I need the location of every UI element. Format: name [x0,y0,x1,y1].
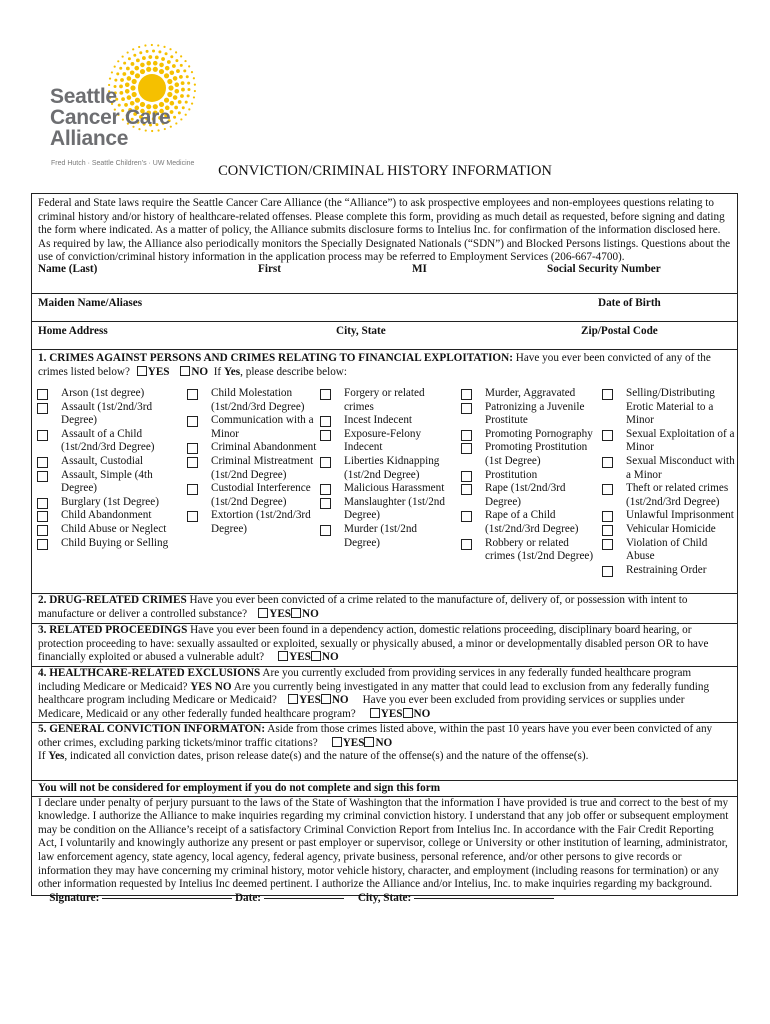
crime-label: Patronizing a Juvenile Prostitute [485,400,585,427]
section-3 [32,623,737,666]
crime-label: Criminal Mistreatment (1st/2nd Degree) [211,454,314,481]
section-2-heading: 2. DRUG-RELATED CRIMES [38,594,187,606]
section-4-q3-no-checkbox[interactable] [403,708,413,718]
section-4-yesno-inline: YES NO [190,680,232,693]
crime-label: Extortion (1st/2nd/3rd Degree) [211,509,311,535]
city-state-label: City, State [336,325,386,337]
crime-checkbox[interactable] [320,416,331,427]
intro-paragraph: Federal and State laws require the Seattle Cancer Care Alliance (the “Alliance”) to ask prospective employees and non-employees questions relating to criminal history and/or history of healthcare-related offenses. Please complete this form, providing as much detail as requested, before signing and dating the form where indicated. As a matter of policy, the Alliance submits disclosure forms to Intelius Inc. for confirmation of the information disclosed here. As required by law, the Alliance also periodically monitors the Specially Designated Nationals (“SDN”) and Blocked Persons listings. Questions about the use of conviction/criminal history information in the application process may be referred to Employment Services (206-667-4700). [38,197,731,264]
section-1-no-checkbox[interactable] [180,366,190,376]
date-line[interactable] [264,898,344,899]
crime-label: Criminal Abandonment [211,441,317,454]
section-2-no-checkbox[interactable] [291,608,301,618]
declaration-text: I declare under penalty of perjury pursuant to the laws of the State of Washington that the information I have provided is true and correct to the best of my knowledge. I authorize the Alliance to make inquiries regarding my criminal conviction history. I understand that any job offer or subsequent employment may be condition on the Alliance’s receipt of a satisfactory Criminal Conviction Report from Intelius Inc. In accordance with the Fair Credit Reporting Act, I voluntarily and knowingly authorize any present or past employer or supervisor, college or University or other institution of learning, administrator, law enforcement agency, state agency, local agency, federal agency, private business, personal reference, and/or other persons to give records or information they may have concerning my criminal history, motor vehicle history, character, and employment (including reasons for termination) or any other information requested by Intelius Inc deemed pertinent. I authorize the Alliance and/or Intelius, Inc. to make inquiries regarding my background. [38,796,729,891]
maiden-row [32,293,737,321]
crime-label: Assault (1st/2nd/3rd Degree) [61,400,153,427]
crime-item [37,401,182,428]
crime-item [187,455,317,482]
crime-item [37,387,182,401]
crime-column-2 [187,387,317,537]
crime-label: Murder, Aggravated [485,387,576,399]
crime-checkbox[interactable] [461,389,472,400]
crime-checkbox[interactable] [37,539,48,550]
crime-label: Liberties Kidnapping (1st/2nd Degree) [344,454,440,481]
crime-checkbox[interactable] [602,430,613,441]
section-1-question [32,349,737,382]
crime-item [187,482,317,509]
section-2 [32,593,737,623]
crime-column-4 [461,387,597,564]
crime-item [320,428,455,455]
address-row [32,321,737,349]
section-3-no-checkbox[interactable] [311,651,321,661]
section-4-q2-yes-checkbox[interactable] [288,694,298,704]
crime-label: Burglary (1st Degree) [61,495,159,508]
crime-item [461,387,597,401]
crime-item [320,496,455,523]
logo-tagline: Fred Hutch · Seattle Children’s · UW Medicine [51,160,195,167]
crime-item [187,387,317,414]
section-3-text: Have you ever been found in a dependency action, domestic relations proceeding, disciplinary board hearing, or protection proceeding to have: sexually assaulted or exploited, sexually or physically abused, a minor or developmentally disabled person OR to have financially exploited or abused a vulnerable adult? [38,624,709,664]
section-5 [32,722,737,780]
crime-checkbox[interactable] [320,430,331,441]
city-state-line[interactable] [414,898,554,899]
section-4-q3-no-label: NO [413,707,431,720]
crime-item [461,537,597,564]
crime-checkbox[interactable] [37,525,48,536]
section-5-yes-checkbox[interactable] [332,737,342,747]
ssn-label: Social Security Number [547,263,661,275]
section-5-heading: 5. GENERAL CONVICTION INFORMATON: [38,723,266,735]
section-2-yes-checkbox[interactable] [258,608,268,618]
name-last-label: Name (Last) [38,263,98,275]
logo [48,42,198,172]
crime-item [602,428,736,455]
crime-item [602,482,736,509]
section-4-text-2: Are you currently being investigated in any matter that could lead to exclusion from any federally funding healthcare program including Medicare or Medicaid? [38,680,710,707]
section-1-if-yes: Yes [223,365,241,378]
crime-label: Promoting Prostitution (1st Degree) [485,441,588,467]
crime-label: Rape of a Child (1st/2nd/3rd Degree) [485,509,579,535]
crime-item [37,496,182,510]
crime-label: Murder (1st/2nd Degree) [344,522,418,549]
section-1-if-suffix: , please describe below: [240,365,347,378]
crime-checkbox[interactable] [187,389,198,400]
crime-item [320,482,455,496]
crime-label: Promoting Pornography [485,427,593,440]
crime-label: Child Abuse or Neglect [61,522,167,535]
date-label: Date: [234,891,262,904]
section-4-text-3: Have you ever been excluded from providing services or supplies under Medicare, Medicaid or any other federally funded healthcare program? [38,694,685,720]
crime-checkbox[interactable] [320,457,331,468]
section-4-q3-yes-checkbox[interactable] [370,708,380,718]
crime-checklist [32,387,737,593]
crime-label: Child Abandonment [61,509,152,522]
crime-label: Child Buying or Selling [61,536,169,549]
crime-checkbox[interactable] [320,389,331,400]
crime-label: Arson (1st degree) [61,387,145,399]
crime-checkbox[interactable] [602,539,613,550]
crime-checkbox[interactable] [37,498,48,509]
crime-checkbox[interactable] [187,443,198,454]
crime-checkbox[interactable] [602,566,613,577]
crime-label: Prostitution [485,468,538,481]
crime-column-5 [602,387,736,577]
crime-label: Restraining Order [626,563,707,576]
section-4-heading: 4. HEALTHCARE-RELATED EXCLUSIONS [38,667,261,679]
crime-item [461,469,597,483]
crime-item [602,387,736,428]
section-1-question-text: Have you ever been convicted of any of the crimes listed below? [38,352,711,378]
logo-wordmark [50,86,170,149]
crime-column-3 [320,387,455,550]
crime-item [461,401,597,428]
crime-item [602,509,736,523]
mi-label: MI [412,263,427,275]
crime-label: Communication with a Minor [211,414,314,440]
crime-item [37,455,182,469]
crime-checkbox[interactable] [320,484,331,495]
crime-label: Vehicular Homicide [626,522,716,535]
crime-label: Theft or related crimes (1st/2nd/3rd Degree) [626,482,729,508]
crime-checkbox[interactable] [187,416,198,427]
crime-checkbox[interactable] [461,539,472,550]
section-5-yes-label: YES [342,736,365,749]
declaration-heading: You will not be considered for employment if you do not complete and sign this form [32,781,737,797]
crime-label: Custodial Interference (1st/2nd Degree) [211,482,311,508]
crime-checkbox[interactable] [37,430,48,441]
signature-label: Signature: [49,891,100,904]
crime-checkbox[interactable] [320,498,331,509]
crime-column-1 [37,387,182,550]
crime-label: Manslaughter (1st/2nd Degree) [344,495,445,522]
crime-checkbox[interactable] [320,525,331,536]
crime-item [37,537,182,551]
crime-label: Unlawful Imprisonment [626,509,734,522]
crime-item [602,564,736,578]
crime-label: Rape (1st/2nd/3rd Degree) [485,482,566,508]
logo-line-3: Alliance [50,127,129,150]
crime-checkbox[interactable] [461,443,472,454]
crime-item [37,509,182,523]
crime-item [37,523,182,537]
crime-checkbox[interactable] [461,484,472,495]
section-5-no-label: NO [375,736,393,749]
zip-label: Zip/Postal Code [581,325,658,337]
section-4-q2-yes-label: YES [299,694,321,707]
section-5-text: Aside from those crimes listed above, within the past 10 years have you ever been convicted of any other crimes, excluding parking tickets/minor traffic citations? [38,723,713,749]
section-4 [32,666,737,722]
crime-checkbox[interactable] [37,457,48,468]
crime-item [320,387,455,414]
crime-label: Selling/Distributing Erotic Material to a Minor [626,387,715,427]
crime-item [461,509,597,536]
crime-item [602,537,736,564]
crime-checkbox[interactable] [461,430,472,441]
section-4-text-1: Are you currently excluded from providing services in any federally funded healthcare program including Medicare or Medicaid? [38,667,692,693]
crime-item [187,414,317,441]
crime-checkbox[interactable] [602,511,613,522]
section-2-text: Have you ever been convicted of a crime related to the manufacture of, delivery of, or possession with intent to manufacture or deliver a controlled substance? [38,594,688,620]
crime-label: Sexual Exploitation of a Minor [626,427,735,454]
crime-checkbox[interactable] [461,471,472,482]
form-container [31,193,738,904]
crime-checkbox[interactable] [461,403,472,414]
crime-checkbox[interactable] [37,389,48,400]
maiden-name-label: Maiden Name/Aliases [38,297,143,309]
section-1-no-label: NO [191,365,209,378]
section-3-heading: 3. RELATED PROCEEDINGS [38,624,188,636]
section-5-if-yes: Yes [48,750,65,763]
logo-line-2: Cancer Care [50,106,171,129]
crime-checkbox[interactable] [602,525,613,536]
section-4-q2-no-label: NO [331,694,349,707]
crime-item [37,469,182,496]
section-2-yes-label: YES [269,607,292,620]
form-title: CONVICTION/CRIMINAL HISTORY INFORMATION [218,163,552,179]
crime-checkbox[interactable] [187,511,198,522]
crime-checkbox[interactable] [187,457,198,468]
crime-item [461,482,597,509]
section-5-if-prefix: If [38,750,49,763]
section-5-no-checkbox[interactable] [364,737,374,747]
section-3-yes-label: YES [289,651,311,664]
crime-label: Assault of a Child (1st/2nd/3rd Degree) [61,427,155,454]
crime-label: Sexual Misconduct with a Minor [626,454,735,481]
crime-label: Violation of Child Abuse [626,536,708,563]
crime-checkbox[interactable] [37,471,48,482]
signature-line[interactable] [102,898,232,899]
crime-checkbox[interactable] [37,511,48,522]
section-1-heading: 1. CRIMES AGAINST PERSONS AND CRIMES RELATING TO FINANCIAL EXPLOITATION: [38,352,513,364]
section-4-q3-yes-label: YES [380,707,403,720]
crime-label: Assault, Simple (4th Degree) [61,468,153,495]
crime-item [320,414,455,428]
section-1-yes-checkbox[interactable] [137,366,147,376]
crime-item [461,428,597,442]
crime-checkbox[interactable] [37,403,48,414]
crime-checkbox[interactable] [602,389,613,400]
section-5-if-text: , indicated all conviction dates, prison release date(s) and the nature of the offense(s) and the nature of the offense(s). [64,750,589,763]
declaration [32,780,737,904]
crime-checkbox[interactable] [187,484,198,495]
crime-item [320,455,455,482]
crime-item [187,509,317,536]
section-2-no-label: NO [302,607,319,620]
crime-item [37,428,182,455]
crime-checkbox[interactable] [602,484,613,495]
name-row [32,263,737,293]
home-address-label: Home Address [38,325,108,337]
section-3-no-label: NO [321,651,339,664]
section-1-if-prefix: If [213,365,224,378]
crime-item [187,441,317,455]
crime-label: Forgery or related crimes [344,387,425,413]
crime-label: Exposure-Felony Indecent [344,427,422,454]
crime-item [320,523,455,550]
crime-label: Malicious Harassment [344,482,445,495]
crime-label: Assault, Custodial [61,454,144,467]
crime-label: Incest Indecent [344,414,413,427]
crime-item [461,441,597,468]
section-1-yes-label: YES [147,365,170,378]
first-name-label: First [258,263,281,275]
city-state-signature-label: City, State: [357,891,412,904]
crime-checkbox[interactable] [461,511,472,522]
section-4-q2-no-checkbox[interactable] [321,694,331,704]
crime-label: Robbery or related crimes (1st/2nd Degree) [485,536,594,563]
crime-item [602,523,736,537]
crime-item [602,455,736,482]
dob-label: Date of Birth [598,297,661,309]
section-3-yes-checkbox[interactable] [278,651,288,661]
crime-checkbox[interactable] [602,457,613,468]
logo-line-1: Seattle [50,85,117,108]
crime-label: Child Molestation (1st/2nd/3rd Degree) [211,387,305,413]
